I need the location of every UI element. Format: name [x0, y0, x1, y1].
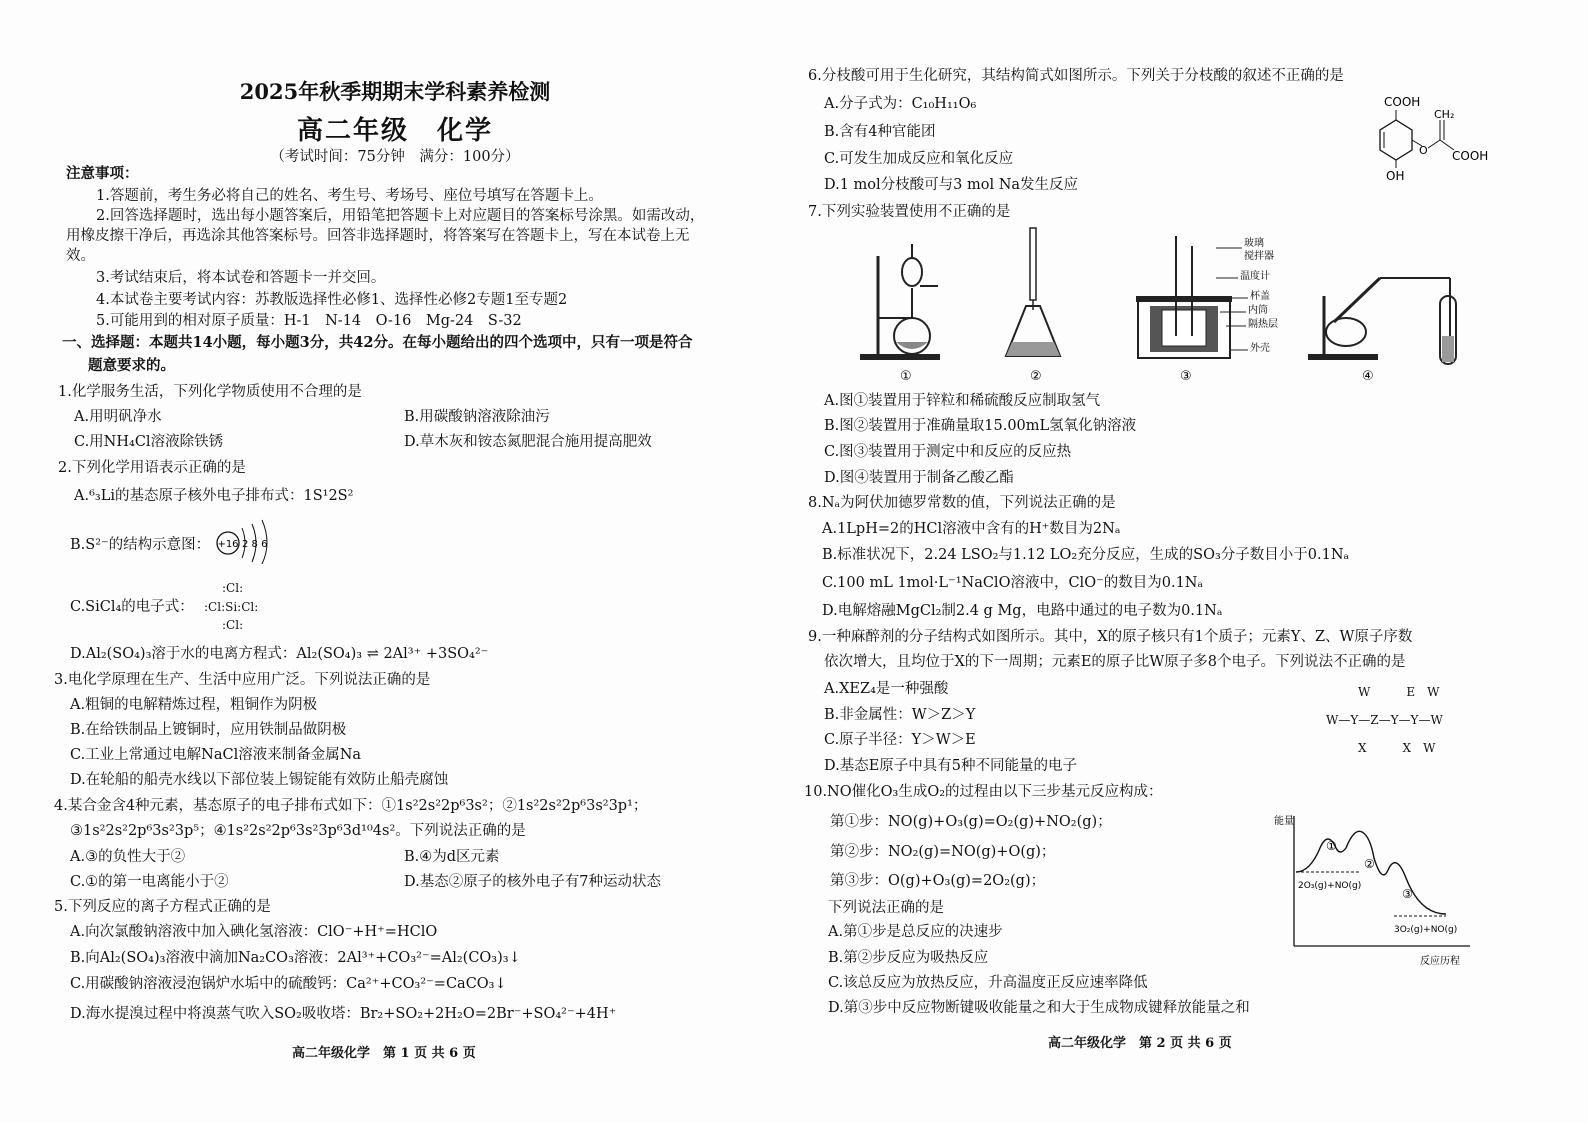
question-stem: 4.某合金含4种元素，基态原子的电子排布式如下：①1s²2s²2p⁶3s²；②1s²2s²2p⁶3s²3p¹； — [54, 798, 648, 814]
question-stem: 9.一种麻醉剂的分子结构式如图所示。其中，X的原子核只有1个质子；元素Y、Z、W原子序数 — [808, 629, 1413, 645]
y-axis-label: 能量 — [1274, 816, 1294, 827]
option: B.向Al₂(SO₄)₃溶液中滴加Na₂CO₃溶液：2Al³⁺+CO₃²⁻=Al₂(CO₃)₃↓ — [70, 950, 521, 966]
option: B.图②装置用于准确量取15.00mL氢氧化钠溶液 — [824, 418, 1137, 434]
x-axis-label: 反应历程 — [1420, 956, 1460, 967]
option: D.Al₂(SO₄)₃溶于水的电离方程式：Al₂(SO₄)₃ ⇌ 2Al³⁺ +3SO₄²⁻ — [70, 646, 489, 662]
step-label: ② — [1364, 857, 1375, 871]
apparatus-label: 温度计 — [1240, 271, 1270, 282]
option: C.可发生加成反应和氧化反应 — [824, 151, 1014, 167]
page-footer: 高二年级化学 第 2 页 共 6 页 — [1048, 1036, 1232, 1051]
apparatus-3 — [1136, 236, 1232, 358]
option: B.④为d区元素 — [404, 849, 500, 865]
step-label: ③ — [1402, 887, 1413, 901]
step-label: ① — [1326, 839, 1337, 853]
option: B.标准状况下，2.24 LSO₂与1.12 LO₂充分反应，生成的SO₃分子数目小于0.1Nₐ — [822, 547, 1350, 563]
s2-ion-diagram — [212, 516, 282, 564]
product-label: 3O₂(g)+NO(g) — [1394, 925, 1458, 935]
question-ask: 下列说法正确的是 — [828, 900, 944, 916]
option: A.分子式为：C₁₀H₁₁O₆ — [824, 96, 977, 112]
apparatus-2 — [1006, 228, 1060, 356]
exam-page-1 — [0, 0, 790, 1123]
ch2-label: CH₂ — [1434, 108, 1455, 121]
question-stem: 6.分枝酸可用于生化研究，其结构简式如图所示。下列关于分枝酸的叙述不正确的是 — [808, 68, 1344, 84]
option: A.③的负性大于② — [70, 849, 186, 865]
option: A.第①步是总反应的决速步 — [828, 924, 1003, 940]
option: C.原子半径：Y＞W＞E — [824, 732, 976, 748]
option: B.在给铁制品上镀铜时，应用铁制品做阴极 — [70, 722, 347, 738]
option: D.在轮船的船壳水线以下部位装上锡锭能有效防止船壳腐蚀 — [70, 772, 449, 788]
question-stem: ③1s²2s²2p⁶3s²3p⁵；④1s²2s²2p⁶3s²3p⁶3d¹⁰4s²。下列说法正确的是 — [70, 823, 526, 839]
option: B.S²⁻的结构示意图： — [70, 537, 211, 553]
section-heading: 一、选择题：本题共14小题，每小题3分，共42分。在每小题给出的四个选项中，只有一项是符合 — [62, 334, 693, 351]
reaction-step: 第①步：NO(g)+O₃(g)=O₂(g)+NO₂(g)； — [830, 814, 1112, 830]
option: C.图③装置用于测定中和反应的反应热 — [824, 444, 1072, 460]
option: C.用NH₄Cl溶液除铁锈 — [74, 434, 224, 450]
energy-curve — [1296, 831, 1446, 914]
notice-item: 效。 — [66, 248, 95, 264]
apparatus-label: 搅拌器 — [1244, 251, 1274, 262]
option: A.图①装置用于锌粒和稀硫酸反应制取氢气 — [824, 393, 1101, 409]
option: A.用明矾净水 — [74, 409, 162, 425]
option: D.基态②原子的核外电子有7种运动状态 — [404, 874, 661, 890]
option: D.电解熔融MgCl₂制2.4 g Mg，电路中通过的电子数为0.1Nₐ — [822, 603, 1223, 619]
lewis-middle: :Cl:Si:Cl: — [204, 600, 259, 614]
option: D.第③步中反应物断键吸收能量之和大于生成物成键释放能量之和 — [828, 1000, 1250, 1016]
lab-apparatus-figures — [850, 226, 1550, 386]
reaction-step: 第③步：O(g)+O₃(g)=2O₂(g)； — [830, 873, 1046, 889]
notice-item: 5.可能用到的相对原子质量：H-1 N-14 O-16 Mg-24 S-32 — [96, 313, 522, 329]
option: D.图④装置用于制备乙酸乙酯 — [824, 470, 1014, 486]
figure-label: ② — [1030, 369, 1042, 384]
apparatus-label: 玻璃 — [1244, 238, 1264, 249]
shell-electrons: 2 8 6 — [242, 539, 268, 550]
lewis-top: :Cl: — [222, 581, 244, 595]
apparatus-label: 杯盖 — [1250, 291, 1270, 302]
notice-item: 4.本试卷主要考试内容：苏教版选择性必修1、选择性必修2专题1至专题2 — [96, 292, 568, 308]
question-stem: 8.Nₐ为阿伏加德罗常数的值，下列说法正确的是 — [808, 495, 1116, 511]
option: A.粗铜的电解精炼过程，粗铜作为阴极 — [70, 697, 318, 713]
option: C.工业上常通过电解NaCl溶液来制备金属Na — [70, 747, 362, 763]
section-heading: 题意要求的。 — [88, 357, 175, 374]
molecule-bottom-row: X X W — [1358, 741, 1436, 755]
question-stem: 3.电化学原理在生产、生活中应用广泛。下列说法正确的是 — [54, 672, 431, 688]
ether-oxygen-label: O — [1419, 144, 1428, 157]
option: D.海水提溴过程中将溴蒸气吹入SO₂吸收塔：Br₂+SO₂+2H₂O=2Br⁻+SO₄²⁻+4H⁺ — [70, 1006, 617, 1022]
option: C.①的第一电离能小于② — [70, 874, 229, 890]
option: D.1 mol分枝酸可与3 mol Na发生反应 — [824, 177, 1079, 193]
notice-item: 用橡皮擦干净后，再选涂其他答案标号。回答非选择题时，将答案写在答题卡上，写在本试卷上无 — [66, 228, 690, 244]
reactant-label: 2O₃(g)+NO(g) — [1298, 881, 1362, 891]
option: A.1LpH=2的HCl溶液中含有的H⁺数目为2Nₐ — [822, 521, 1121, 537]
question-stem: 5.下列反应的离子方程式正确的是 — [54, 899, 271, 915]
notice-item: 2.回答选择题时，选出每小题答案后，用铅笔把答题卡上对应题目的答案标号涂黑。如需改动， — [96, 208, 705, 224]
option: D.草木灰和铵态氮肥混合施用提高肥效 — [404, 434, 652, 450]
page-footer: 高二年级化学 第 1 页 共 6 页 — [292, 1046, 476, 1061]
figure-label: ④ — [1362, 369, 1374, 384]
question-stem: 1.化学服务生活，下列化学物质使用不合理的是 — [58, 384, 362, 400]
energy-profile-diagram — [1270, 808, 1480, 970]
oh-label: OH — [1386, 169, 1405, 183]
notice-item: 1.答题前，考生务必将自己的姓名、考生号、考场号、座位号填写在答题卡上。 — [96, 188, 603, 204]
question-stem: 依次增大，且均位于X的下一周期；元素E的原子比W原子多8个电子。下列说法不正确的是 — [824, 654, 1406, 670]
question-stem: 7.下列实验装置使用不正确的是 — [808, 204, 1011, 220]
molecule-main-chain: W—Y—Z—Y—Y—W — [1326, 713, 1443, 727]
option: B.非金属性：W＞Z＞Y — [824, 707, 976, 723]
exam-title: 2025年秋季期期末学科素养检测 — [239, 79, 551, 104]
option: A.向次氯酸钠溶液中加入碘化氢溶液：ClO⁻+H⁺=HClO — [70, 924, 438, 940]
notice-heading: 注意事项： — [66, 165, 139, 182]
option: B.含有4种官能团 — [824, 124, 936, 140]
figure-label: ③ — [1180, 369, 1192, 384]
option: C.该总反应为放热反应，升高温度正反应速率降低 — [828, 975, 1148, 991]
figure-label: ① — [900, 369, 912, 384]
cooh-top-label: COOH — [1384, 95, 1421, 109]
reaction-step: 第②步：NO₂(g)=NO(g)+O(g)； — [830, 844, 1056, 860]
cooh-right-label: COOH — [1452, 149, 1489, 163]
option: D.基态E原子中具有5种不同能量的电子 — [824, 758, 1078, 774]
chorismic-acid-structure — [1362, 88, 1502, 188]
question-stem: 10.NO催化O₃生成O₂的过程由以下三步基元反应构成： — [804, 784, 1163, 800]
option: A.XEZ₄是一种强酸 — [824, 681, 949, 697]
exam-info: （考试时间：75分钟 满分：100分） — [270, 149, 520, 165]
option: A.⁶₃Li的基态原子核外电子排布式：1S¹2S² — [74, 488, 354, 504]
apparatus-1 — [860, 244, 940, 360]
option: B.用碳酸钠溶液除油污 — [404, 409, 550, 425]
question-stem: 2.下列化学用语表示正确的是 — [58, 460, 246, 476]
lewis-bottom: :Cl: — [222, 618, 244, 632]
nucleus-label: +16 — [217, 539, 239, 550]
apparatus-label: 隔热层 — [1248, 319, 1278, 330]
option: C.100 mL 1mol·L⁻¹NaClO溶液中，ClO⁻的数目为0.1Nₐ — [822, 575, 1204, 591]
apparatus-4 — [1308, 278, 1456, 364]
molecule-top-row: W E W — [1358, 685, 1440, 699]
apparatus-label: 外壳 — [1250, 343, 1270, 354]
exam-subject: 高二年级 化学 — [296, 116, 493, 146]
notice-item: 3.考试结束后，将本试卷和答题卡一并交回。 — [96, 270, 386, 286]
option: C.用碳酸钠溶液浸泡锅炉水垢中的硫酸钙：Ca²⁺+CO₃²⁻=CaCO₃↓ — [70, 976, 507, 992]
apparatus-label: 内筒 — [1248, 305, 1268, 316]
option: C.SiCl₄的电子式： — [70, 599, 194, 615]
exam-page-2 — [800, 0, 1588, 1123]
option: B.第②步反应为吸热反应 — [828, 950, 989, 966]
